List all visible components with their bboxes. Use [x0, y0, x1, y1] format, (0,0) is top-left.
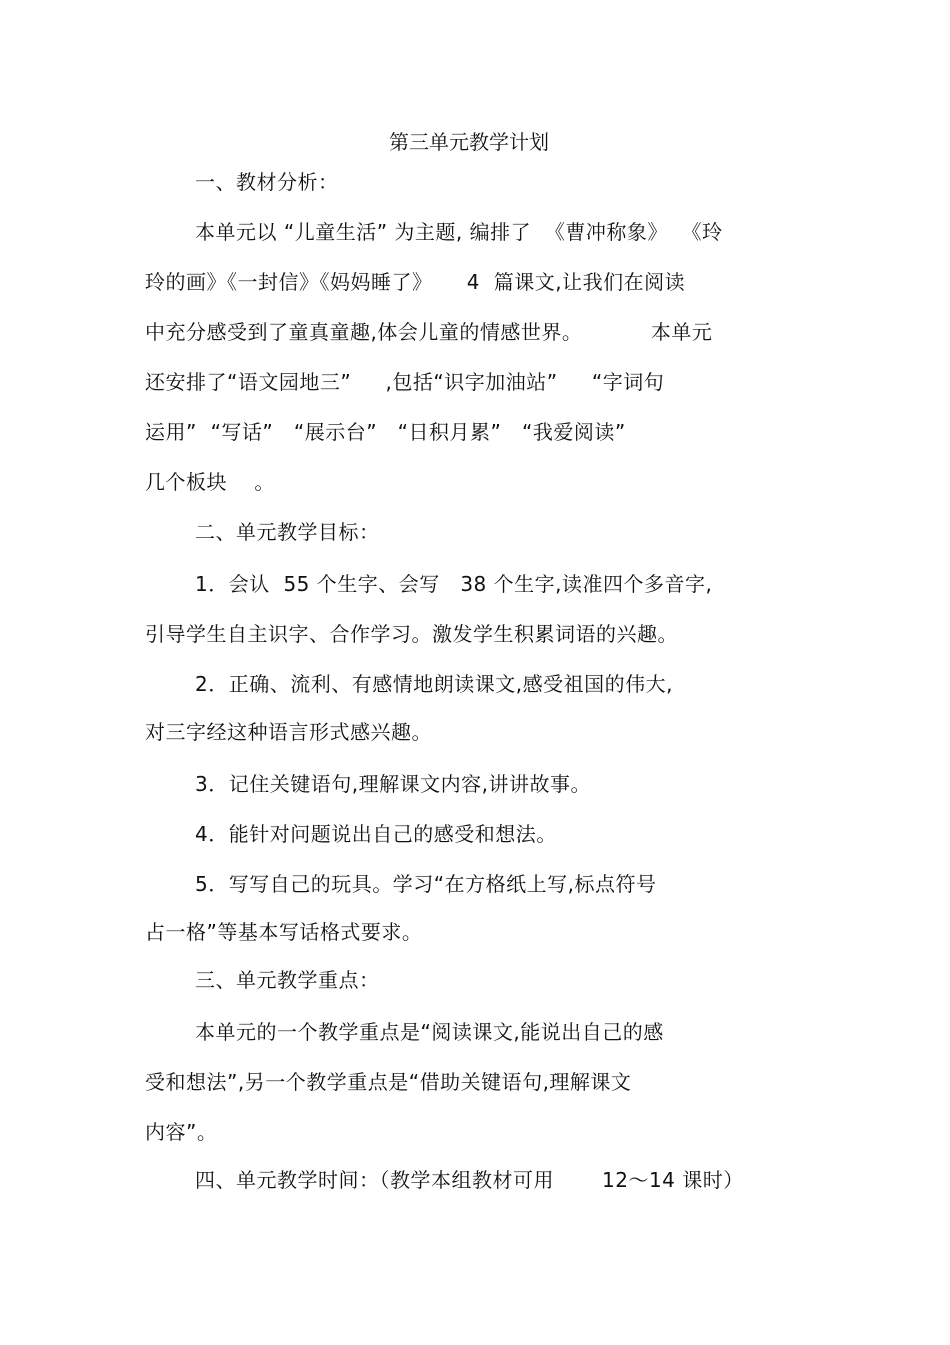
paragraph-line: 受和想法”,另一个教学重点是“借助关键语句,理解课文: [145, 1070, 632, 1094]
section-heading-material-analysis: 一、教材分析：: [195, 170, 339, 194]
paragraph-line: 本单元的一个教学重点是“阅读课文,能说出自己的感: [195, 1020, 664, 1044]
document-title: 第三单元教学计划: [389, 130, 549, 154]
paragraph-line: 引导学生自主识字、合作学习。激发学生积累词语的兴趣。: [145, 622, 678, 646]
paragraph-line: 占一格”等基本写话格式要求。: [145, 920, 423, 944]
section-heading-teaching-time: 四、单元教学时间：（教学本组教材可用 12～14 课时）: [195, 1168, 744, 1192]
goal-item-1: 1．会认 55 个生字、会写 38 个生字,读准四个多音字,: [195, 572, 713, 596]
paragraph-line: 玲的画》《一封信》《妈妈睡了》 4 篇课文,让我们在阅读: [145, 270, 686, 294]
goal-item-5: 5．写写自己的玩具。学习“在方格纸上写,标点符号: [195, 872, 657, 896]
section-heading-key-points: 三、单元教学重点：: [195, 968, 380, 992]
paragraph-line: 中充分感受到了童真童趣,体会儿童的情感世界。 本单元: [145, 320, 713, 344]
goal-item-4: 4．能针对问题说出自己的感受和想法。: [195, 822, 557, 846]
goal-item-3: 3．记住关键语句,理解课文内容,讲讲故事。: [195, 772, 591, 796]
paragraph-line: 还安排了“语文园地三” ,包括“识字加油站” “字词句: [145, 370, 665, 394]
goal-item-2: 2．正确、流利、有感情地朗读课文,感受祖国的伟大,: [195, 672, 673, 696]
paragraph-line: 运用” “写话” “展示台” “日积月累” “我爱阅读”: [145, 420, 626, 444]
paragraph-line: 本单元以 “儿童生活” 为主题, 编排了 《曹冲称象》 《玲: [195, 220, 723, 244]
paragraph-line: 几个板块 。: [145, 470, 275, 494]
section-heading-teaching-goals: 二、单元教学目标：: [195, 520, 380, 544]
paragraph-line: 内容”。: [145, 1120, 218, 1144]
paragraph-line: 对三字经这种语言形式感兴趣。: [145, 720, 432, 744]
